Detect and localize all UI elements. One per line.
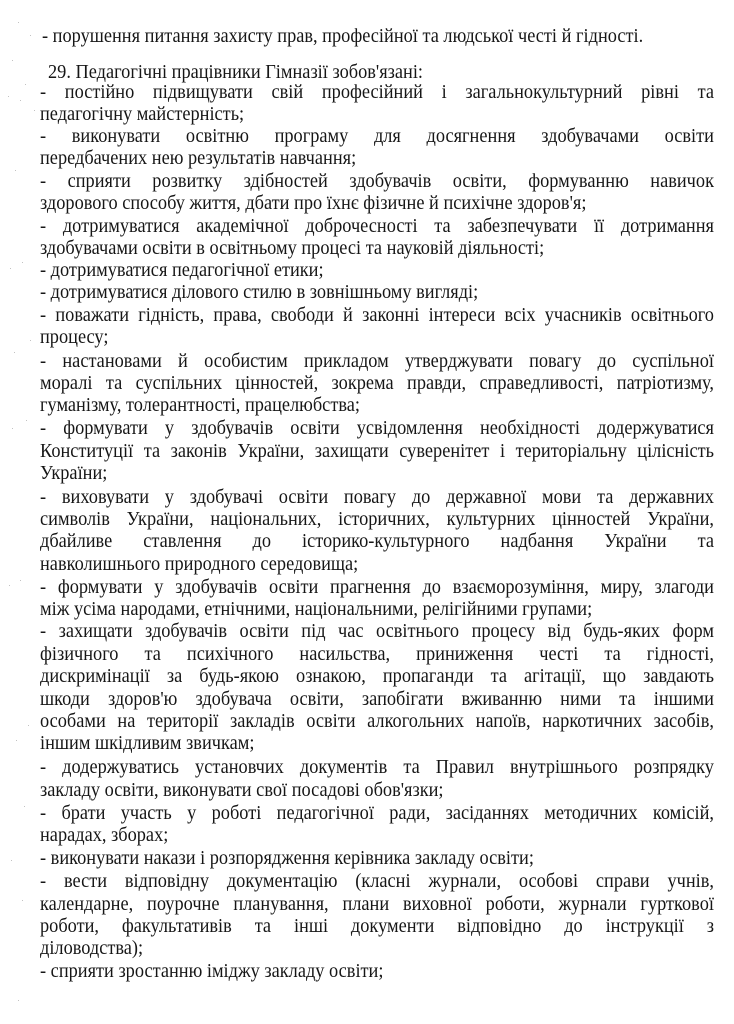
text-line: України; bbox=[40, 463, 108, 484]
text-line: - порушення питання захисту прав, професійної та людської честі й гідності. bbox=[42, 26, 644, 47]
text-line: - дотримуватися педагогічної етики; bbox=[40, 260, 324, 281]
section-heading: 29. Педагогічні працівники Гімназії зобов'язані: bbox=[48, 62, 424, 83]
text-line: - виконувати освітню програму для досягнення здобувачами освіти bbox=[40, 126, 714, 147]
text-line: фізичного та психічного насильства, приниження честі та гідності, bbox=[40, 644, 714, 665]
text-line: іншим шкідливим звичкам; bbox=[40, 733, 255, 754]
text-line: символів України, національних, історичних, культурних цінностей України, bbox=[40, 509, 714, 530]
text-line: діловодства); bbox=[40, 938, 144, 959]
text-line: моралі та суспільних цінностей, зокрема правди, справедливості, патріотизму, bbox=[40, 373, 714, 394]
text-line: навколишнього природного середовища; bbox=[40, 554, 359, 575]
text-line: гуманізму, толерантності, працелюбства; bbox=[40, 395, 360, 416]
text-line: особами на території закладів освіти алкогольних напоїв, наркотичних засобів, bbox=[40, 711, 714, 732]
text-line: нарадах, зборах; bbox=[40, 825, 169, 846]
text-line: - дотримуватися академічної доброчесності та забезпечувати її дотримання bbox=[40, 216, 714, 237]
text-line: шкоди здоров'ю здобувача освіти, запобігати вживанню ними та іншими bbox=[40, 689, 714, 710]
text-line: - дотримуватися ділового стилю в зовнішньому вигляді; bbox=[40, 282, 479, 303]
text-line: між усіма народами, етнічними, національними, релігійними групами; bbox=[40, 599, 593, 620]
text-line: - захищати здобувачів освіти під час освітнього процесу від будь-яких форм bbox=[40, 621, 714, 642]
text-line: - формувати у здобувачів освіти усвідомлення необхідності додержуватися bbox=[40, 418, 714, 439]
text-line: календарне, поурочне планування, плани виховної роботи, журнали гурткової bbox=[40, 894, 714, 915]
text-line: дискримінації за будь-якою ознакою, пропаганди та агітації, що завдають bbox=[40, 666, 714, 687]
text-line: здорового способу життя, дбати про їхнє фізичне й психічне здоров'я; bbox=[40, 193, 587, 214]
text-line: - постійно підвищувати свій професійний і загальнокультурний рівні та bbox=[40, 82, 714, 103]
text-line: дбайливе ставлення до історико-культурного надбання України та bbox=[40, 531, 714, 552]
text-line: процесу; bbox=[40, 327, 109, 348]
text-line: - формувати у здобувачів освіти прагнення до взаєморозуміння, миру, злагоди bbox=[40, 577, 714, 598]
text-line: - виховувати у здобувачі освіти повагу до державної мови та державних bbox=[40, 487, 714, 508]
text-line: - сприяти зростанню іміджу закладу освіти; bbox=[40, 961, 384, 982]
text-line: роботи, факультативів та інші документи відповідно до інструкції з bbox=[40, 916, 714, 937]
text-line: - додержуватись установчих документів та Правил внутрішнього розпрядку bbox=[40, 757, 714, 778]
text-line: здобувачами освіти в освітньому процесі та науковій діяльності; bbox=[40, 238, 545, 259]
text-line: - сприяти розвитку здібностей здобувачів освіти, формуванню навичок bbox=[40, 171, 714, 192]
text-line: закладу освіти, виконувати свої посадові обов'язки; bbox=[40, 780, 444, 801]
text-line: - поважати гідність, права, свободи й законні інтереси всіх учасників освітнього bbox=[40, 305, 714, 326]
text-line: Конституції та законів України, захищати суверенітет і територіальну цілісність bbox=[40, 441, 714, 462]
text-line: - виконувати накази і розпорядження керівника закладу освіти; bbox=[40, 848, 534, 869]
text-line: - вести відповідну документацію (класні журнали, особові справи учнів, bbox=[40, 871, 714, 892]
text-line: - настановами й особистим прикладом утверджувати повагу до суспільної bbox=[40, 351, 714, 372]
text-line: - брати участь у роботі педагогічної ради, засіданнях методичних комісій, bbox=[40, 803, 714, 824]
text-line: педагогічну майстерність; bbox=[40, 104, 245, 125]
text-line: передбачених нею результатів навчання; bbox=[40, 148, 357, 169]
